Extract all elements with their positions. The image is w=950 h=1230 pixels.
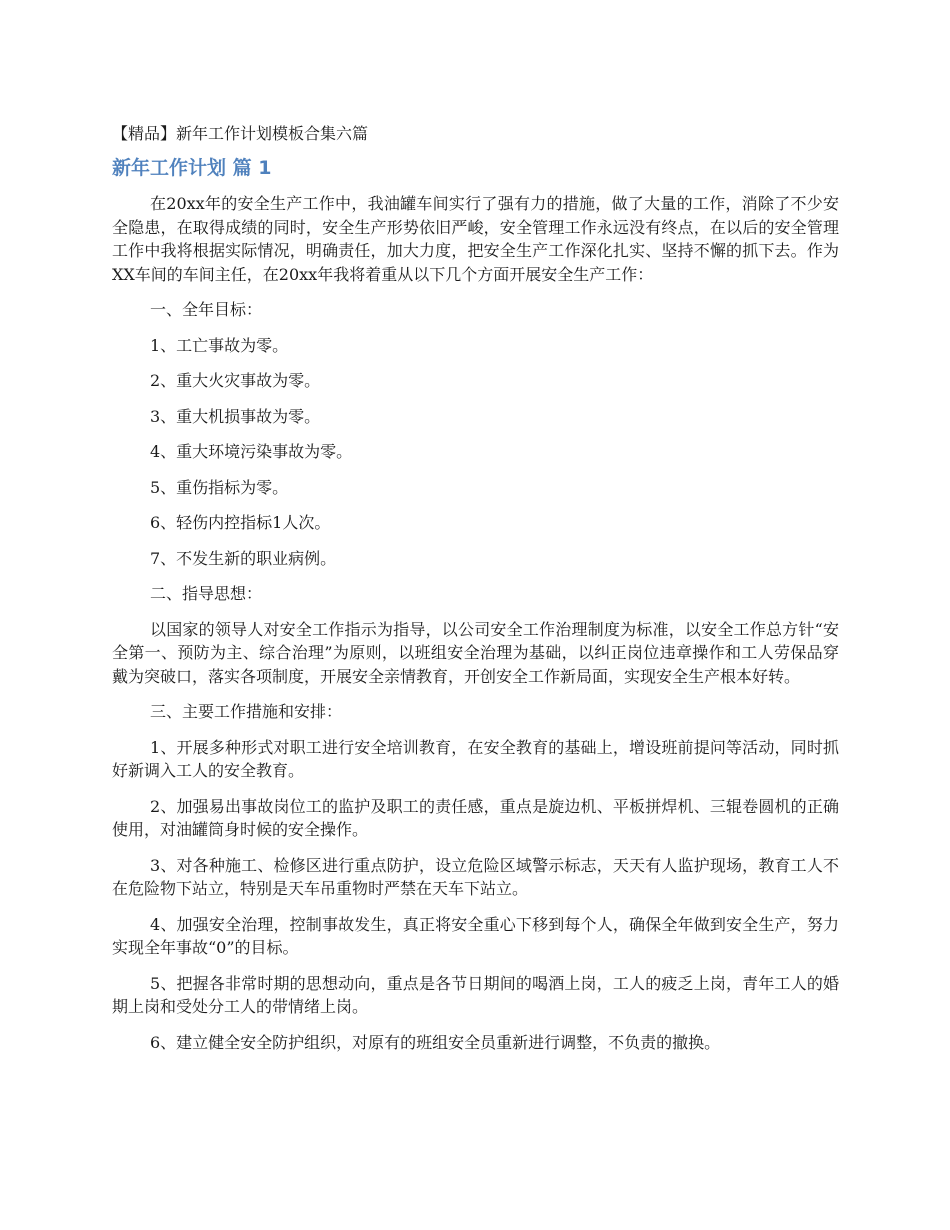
goals-heading: 一、全年目标： xyxy=(150,300,263,319)
document-page xyxy=(112,122,839,1066)
document-title: 【精品】新年工作计划模板合集六篇 xyxy=(112,124,369,143)
measure-item: 6、建立健全安全防护组织，对原有的班组安全员重新进行调整，不负责的撤换。 xyxy=(150,1032,721,1052)
measure-item: 4、加强安全治理，控制事故发生，真正将安全重心下移到每个人，确保全年做到安全生产，努力实现全年事故“0”的目标。 xyxy=(112,914,839,957)
measures-heading: 三、主要工作措施和安排： xyxy=(150,702,343,721)
section-heading: 新年工作计划 篇 1 xyxy=(112,157,272,179)
goal-item: 6、轻伤内控指标1人次。 xyxy=(150,513,331,532)
measure-item: 5、把握各非常时期的思想动向，重点是各节日期间的喝酒上岗，工人的疲乏上岗，青年工人的婚期上岗和受处分工人的带情绪上岗。 xyxy=(112,973,839,1016)
measure-item: 3、对各种施工、检修区进行重点防护，设立危险区域警示标志，天天有人监护现场，教育工人不在危险物下站立，特别是天车吊重物时严禁在天车下站立。 xyxy=(112,855,839,898)
guiding-thought-paragraph: 以国家的领导人对安全工作指示为指导，以公司安全工作治理制度为标准，以安全工作总方针“安全第一、预防为主、综合治理”为原则，以班组安全治理为基础，以纠正岗位违章操作和工人劳保品穿戴为突破口，落实各项制度，开展安全亲情教育，开创安全工作新局面，实现安全生产根本好转。 xyxy=(112,619,839,686)
guiding-thought-heading: 二、指导思想： xyxy=(150,584,263,603)
goal-item: 7、不发生新的职业病例。 xyxy=(150,548,337,568)
measure-item: 2、加强易出事故岗位工的监护及职工的责任感，重点是旋边机、平板拼焊机、三辊卷圆机的正确使用，对油罐筒身时候的安全操作。 xyxy=(112,796,839,839)
goal-item: 5、重伤指标为零。 xyxy=(150,477,289,497)
goal-item: 2、重大火灾事故为零。 xyxy=(150,371,321,390)
goal-item: 3、重大机损事故为零。 xyxy=(150,406,321,426)
goal-item: 1、工亡事故为零。 xyxy=(150,335,289,355)
goal-item: 4、重大环境污染事故为零。 xyxy=(150,442,353,461)
intro-paragraph: 在20xx年的安全生产工作中，我油罐车间实行了强有力的措施，做了大量的工作，消除了不少安全隐患，在取得成绩的同时，安全生产形势依旧严峻，安全管理工作永远没有终点，在以后的安全管理工作中我将根据实际情况，明确责任，加大力度，把安全生产工作深化扎实、坚持不懈的抓下去。作为XX车间的车间主任，在20xx年我将着重从以下几个方面开展安全生产工作： xyxy=(112,194,839,284)
measure-item: 1、开展多种形式对职工进行安全培训教育，在安全教育的基础上，增设班前提问等活动，同时抓好新调入工人的安全教育。 xyxy=(112,737,839,780)
